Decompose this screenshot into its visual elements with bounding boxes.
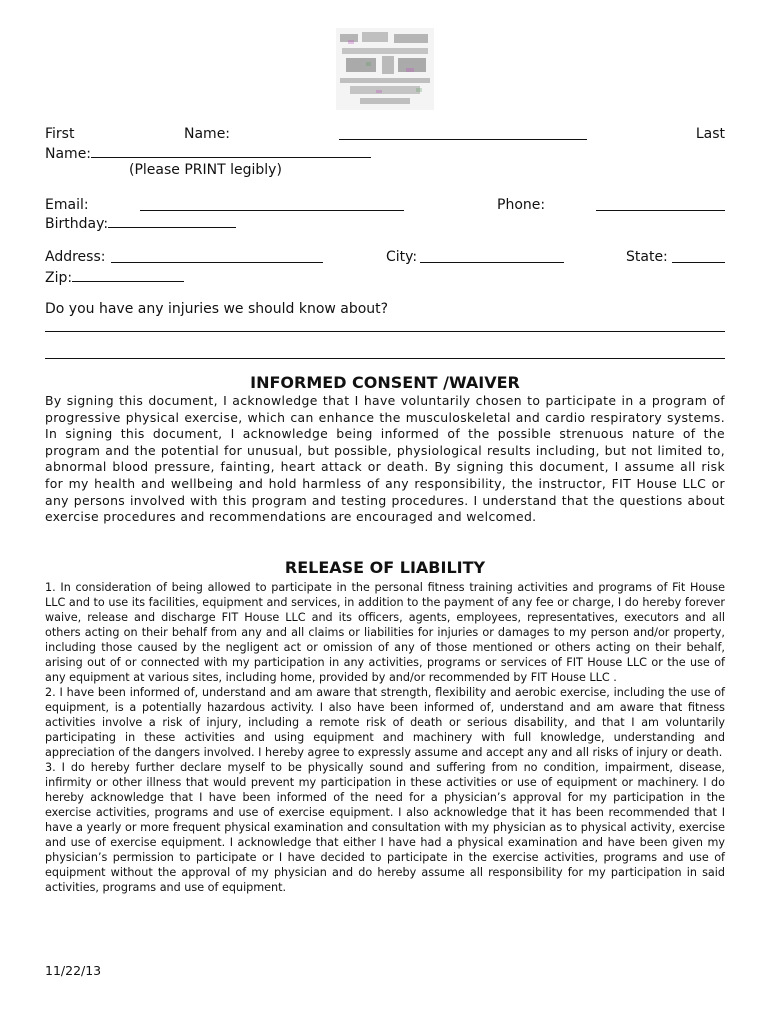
last-name-label: Name: [45,146,92,162]
state-label: State: [626,249,668,265]
address-label: Address: [45,249,106,265]
phone-field[interactable] [596,196,725,211]
release-title: RELEASE OF LIABILITY [284,558,486,577]
release-paragraph-1: 1. In consideration of being allowed to participate in the personal fitness training activities and programs of Fit House LLC and to use its facilities, equipment and services, in addition to the payment of any fee or charge, I do hereby forever waive, release and discharge FIT House LLC and its officers, agents, employees, representatives, executors and all others acting on their behalf from any and all claims or liabilities for injuries or damages to my person and/or property, including those caused by the negligent act or omission of any of those mentioned or others acting on their behalf, arising out of or connected with my participation in any activities, programs or services of FIT House LLC or the use of any equipment at various sites, including home, provided by and/or recommended by FIT House LLC . [45,581,725,684]
first-label: First [45,126,75,142]
print-note: (Please PRINT legibly) [129,162,282,178]
consent-title: INFORMED CONSENT /WAIVER [250,373,520,392]
injuries-answer-line-1[interactable] [45,331,725,332]
last-label: Last [695,126,725,142]
consent-body: By signing this document, I acknowledge that I have voluntarily chosen to participate in a program of progressive physical exercise, which can enhance the musculoskeletal and cardio respiratory systems. In signing this document, I acknowledge being informed of the possible strenuous nature of the program and the potential for unusual, but possible, physiological results including, but not limited to, abnormal blood pressure, fainting, heart attack or death. By signing this document, I assume all risk for my health and wellbeing and hold harmless of any responsibility, the instructor, FIT House LLC or any persons involved with this program and testing procedures. I understand that the questions about exercise procedures and recommendations are encouraged and welcomed. [45,393,725,525]
email-field[interactable] [140,196,404,211]
zip-field[interactable] [72,267,184,282]
last-name-field[interactable] [91,143,371,158]
birthday-row [45,213,725,233]
zip-row [45,267,725,287]
state-field[interactable] [672,248,725,263]
address-field[interactable] [111,248,323,263]
birthday-field[interactable] [108,213,236,228]
release-paragraph-2: 2. I have been informed of, understand and am aware that strength, flexibility and aerobic exercise, including the use of equipment, is a potentially hazardous activity. I also have been informed of, understand and am aware that fitness activities involve a risk of injury, including a remote risk of death or serious disability, and that I am voluntarily participating in these activities and using equipment and machinery with full knowledge, understanding and appreciation of the dangers involved. I hereby agree to expressly assume and accept any and all risks of injury or death. [45,686,725,759]
injuries-question: Do you have any injuries we should know about? [45,301,389,317]
city-field[interactable] [420,248,564,263]
city-label: City: [386,249,418,265]
injuries-row [45,300,725,318]
zip-label: Zip: [45,270,73,286]
fit-house-logo [336,28,434,110]
release-paragraph-3: 3. I do hereby further declare myself to be physically sound and suffering from no condition, impairment, disease, infirmity or other illness that would prevent my participation in these activities or use of equipment or machinery. I do hereby acknowledge that I have been informed of the need for a physician’s approval for my participation in the exercise activities, programs and use of exercise equipment. I also acknowledge that it has been recommended that I have a yearly or more frequent physical examination and consultation with my physician as to physical activity, exercise and use of exercise equipment. I acknowledge that either I have had a physical examination and have been given my physician’s permission to participate or I have decided to participate in the exercise activities, programs and use of equipment without the approval of my physician and do hereby assume all responsibility for my participation in said activities, programs and use of equipment. [45,761,725,894]
email-label: Email: [45,197,89,213]
first-name-field[interactable] [339,125,587,140]
footer-date: 11/22/13 [45,963,102,978]
phone-label: Phone: [497,197,546,213]
name-label: Name: [184,126,231,142]
birthday-label: Birthday: [45,216,109,232]
last-name-row [45,143,725,163]
release-body [45,580,725,895]
injuries-answer-line-2[interactable] [45,358,725,359]
